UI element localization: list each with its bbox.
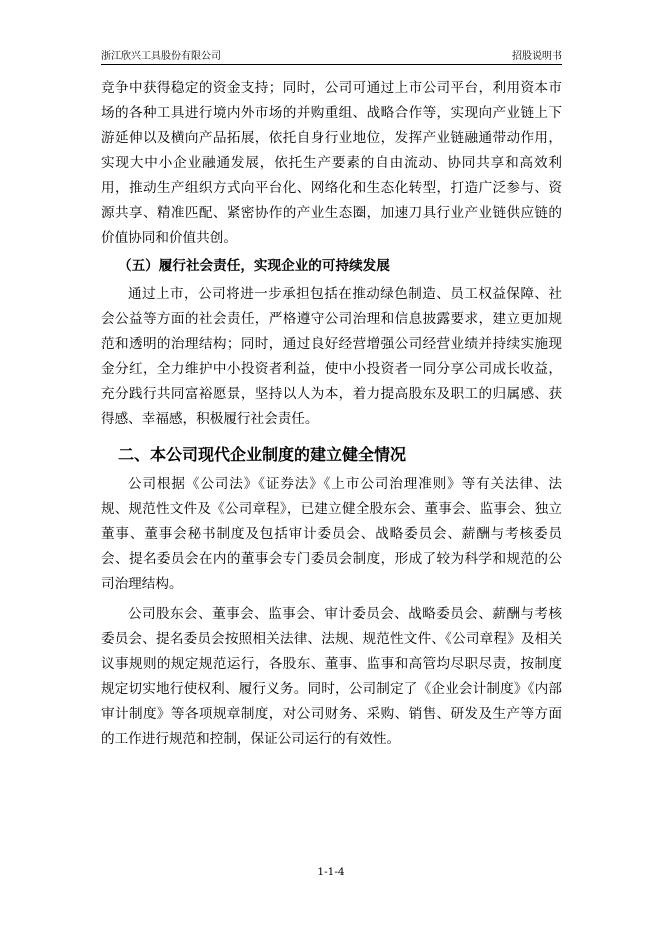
section-heading-corporate-system: 二、本公司现代企业制度的建立健全情况 [118, 445, 407, 464]
paragraph-governance-structure: 公司根据《公司法》《证券法》《上市公司治理准则》等有关法律、法规、规范性文件及《公司章程》，已建立健全股东会、董事会、监事会、独立董事、董事会秘书制度及包括审计委员会、战略委员会、薪酬与考核委员会、提名委员会在内的董事会专门委员会制度，形成了较为科学和规范的公司治理结构。 [101, 476, 562, 592]
header-company-name: 浙江欣兴工具股份有限公司 [101, 51, 221, 62]
paragraph-social-responsibility: 通过上市，公司将进一步承担包括在推动绿色制造、员工权益保障、社会公益等方面的社会责任，严格遵守公司治理和信息披露要求，建立更加规范和透明的治理结构；同时，通过良好经营增强公司经营业绩并持续实施现金分红，全力维护中小投资者利益，使中小投资者一同分享公司成长收益，充分践行共同富裕愿景，坚持以人为本，着力提高股东及职工的归属感、获得感、幸福感，积极履行社会责任。 [101, 286, 562, 427]
page-header [101, 44, 562, 65]
document-body [101, 76, 562, 752]
paragraph-governance-operation: 公司股东会、董事会、监事会、审计委员会、战略委员会、薪酬与考核委员会、提名委员会按照相关法律、法规、规范性文件、《公司章程》及相关议事规则的规定规范运行，各股东、董事、监事和高管均尽职尽责，按制度规定切实地行使权利、履行义务。同时，公司制定了《企业会计制度》《内部审计制度》等各项规章制度，对公司财务、采购、销售、研发及生产等方面的工作进行规范和控制，保证公司运行的有效性。 [101, 606, 562, 747]
header-document-type: 招股说明书 [512, 51, 562, 62]
subheading-social-responsibility: （五）履行社会责任，实现企业的可持续发展 [118, 258, 390, 274]
paragraph-capital-market: 竞争中获得稳定的资金支持；同时，公司可通过上市公司平台，利用资本市场的各种工具进行境内外市场的并购重组、战略合作等，实现向产业链上下游延伸以及横向产品拓展，依托自身行业地位，发挥产业链融通带动作用，实现大中小企业融通发展，依托生产要素的自由流动、协同共享和高效利用，推动生产组织方式向平台化、网络化和生态化转型，打造广泛参与、资源共享、精准匹配、紧密协作的产业生态圈，加速刀具行业产业链供应链的价值协同和价值共创。 [101, 80, 562, 246]
page-number: 1-1-4 [317, 866, 345, 878]
